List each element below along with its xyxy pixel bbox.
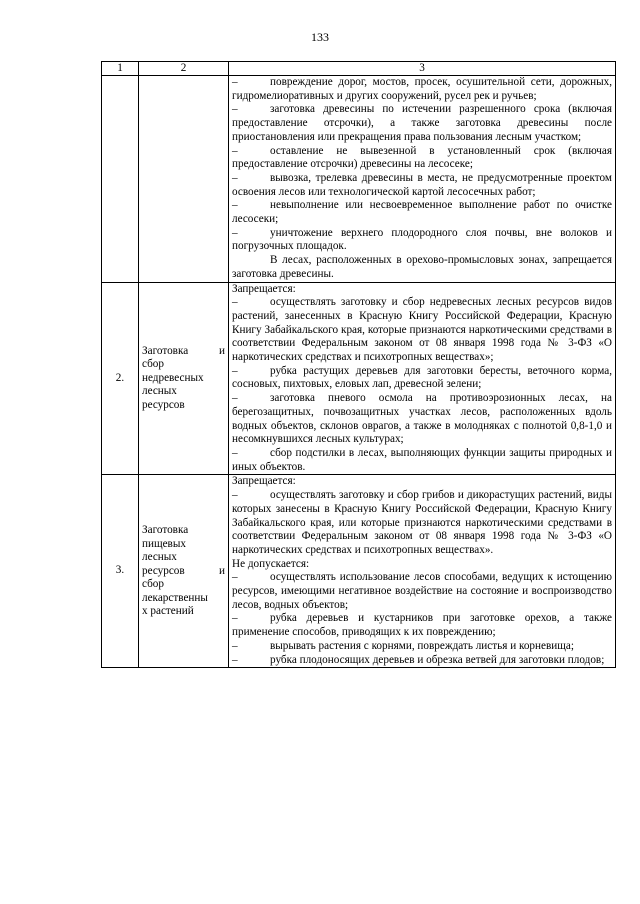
restriction-text: рубка деревьев и кустарников при заготовке орехов, а также применение способов, приводящих к их повреждению; <box>232 612 612 639</box>
dash-bullet: – <box>232 76 238 88</box>
activity-type-line: ресурсов и <box>142 564 225 577</box>
restriction-text: оставление не вывезенной в установленный срок (включая предоставление отсрочки) древесины на лесосеке; <box>232 144 612 171</box>
restriction-item <box>232 227 612 254</box>
restriction-heading: Не допускается: <box>232 557 310 570</box>
dash-bullet: – <box>232 612 238 625</box>
dash-bullet: – <box>232 171 238 184</box>
restriction-item <box>232 172 612 199</box>
restrictions-cell <box>229 76 616 283</box>
restriction-text: рубка плодоносящих деревьев и обрезка ветвей для заготовки плодов; <box>270 653 605 666</box>
restriction-heading: Запрещается: <box>232 282 296 295</box>
table-row <box>102 475 616 668</box>
restriction-item <box>232 392 612 447</box>
page-number: 133 <box>311 30 329 44</box>
header-col-3: 3 <box>229 62 616 76</box>
header-col-2: 2 <box>139 62 229 76</box>
restriction-item <box>232 489 612 558</box>
restriction-text: вывозка, трелевка древесины в места, не предусмотренные проектом освоения лесов или технологической картой лесосечных работ; <box>232 171 612 198</box>
restriction-text: сбор подстилки в лесах, выполняющих функции защиты природных и иных объектов. <box>232 446 612 473</box>
header-col-1: 1 <box>102 62 139 76</box>
restriction-item <box>232 640 612 654</box>
restriction-item <box>232 612 612 639</box>
activity-type-line: лесных <box>142 551 177 564</box>
activity-type-cell <box>139 475 229 668</box>
dash-bullet: – <box>232 489 238 502</box>
row-number: 3. <box>102 475 139 668</box>
restriction-item <box>232 365 612 392</box>
restriction-text: уничтожение верхнего плодородного слоя почвы, вне волоков и погрузочных площадок. <box>232 226 612 253</box>
dash-bullet: – <box>232 144 238 157</box>
restriction-heading: Запрещается: <box>232 475 296 488</box>
dash-bullet: – <box>232 226 238 239</box>
activity-type-line: Заготовка и <box>142 344 225 357</box>
dash-bullet: – <box>232 364 238 377</box>
restriction-text: рубка растущих деревьев для заготовки бересты, веточного корма, сосновых, пихтовых, еловых лап, древесной зелени; <box>232 364 612 391</box>
restriction-text: заготовка древесины по истечении разрешенного срока (включая предоставление отсрочки), а также заготовка древесины после приостановления или прекращения права пользования лесным участком; <box>232 103 612 143</box>
dash-bullet: – <box>232 392 238 405</box>
restriction-text: повреждение дорог, мостов, просек, осушительной сети, дорожных, гидромелиоративных и других сооружений, русел рек и ручьев; <box>232 76 612 102</box>
restrictions-cell <box>229 282 616 475</box>
dash-bullet: – <box>232 446 238 459</box>
restriction-item <box>232 103 612 144</box>
activity-type-line: лесных <box>142 385 177 398</box>
restriction-item <box>232 145 612 172</box>
table-header-row <box>102 62 616 76</box>
activity-type-cell <box>139 282 229 475</box>
row-number: 2. <box>102 282 139 475</box>
restriction-item <box>232 199 612 226</box>
activity-type-line: сбор <box>142 578 164 591</box>
dash-bullet: – <box>232 296 238 309</box>
regulations-table <box>101 61 616 668</box>
activity-type-line: недревесных <box>142 371 204 384</box>
dash-bullet: – <box>232 103 238 116</box>
activity-type-line: пищевых <box>142 537 186 550</box>
table-row <box>102 76 616 283</box>
restriction-item <box>232 571 612 612</box>
table-row <box>102 282 616 475</box>
restrictions-cell <box>229 475 616 668</box>
activity-type-line: лекарственны <box>142 591 208 604</box>
restriction-item <box>232 296 612 365</box>
restriction-text: осуществлять заготовку и сбор недревесных лесных ресурсов видов растений, занесенных в Красную Книгу Российской Федерации, Красную Книгу Забайкальского края, которые признаются наркотическими средствами в соответствии Федеральным законом от 08 января 1998 года № 3-ФЗ «О наркотических средствах и психотропных веществах»; <box>232 296 612 364</box>
restriction-item <box>232 654 612 668</box>
restriction-paragraph: В лесах, расположенных в орехово-промысловых зонах, запрещается заготовка древесины. <box>232 254 612 280</box>
restriction-text: вырывать растения с корнями, повреждать листья и корневища; <box>270 639 574 652</box>
dash-bullet: – <box>232 199 238 212</box>
restriction-text: осуществлять использование лесов способами, ведущих к истощению ресурсов, имеющими негативное воздействие на состояние и воспроизводство лесов, водных объектов; <box>232 571 612 611</box>
activity-type-line: сбор <box>142 358 164 371</box>
dash-bullet: – <box>232 639 238 652</box>
restriction-text: невыполнение или несвоевременное выполнение работ по очистке лесосеки; <box>232 199 612 226</box>
restriction-text: осуществлять заготовку и сбор грибов и дикорастущих растений, виды которых занесены в Красную Книгу Российской Федерации, Красную Книгу Забайкальского края, или которые признаются наркотическими средствами в соответствии Федеральным законом от 08 января 1998 года № 3-ФЗ «О наркотических средствах и психотропных веществах». <box>232 489 612 556</box>
dash-bullet: – <box>232 653 238 666</box>
restriction-item <box>232 76 612 103</box>
dash-bullet: – <box>232 571 238 584</box>
row-number <box>102 76 139 283</box>
activity-type-line: х растений <box>142 605 194 618</box>
restriction-text: заготовка пневого осмола на противоэрозионных лесах, на берегозащитных, почвозащитных участках лесов, расположенных вдоль водных объектов, склонов оврагов, а также в молодняках с полнотой 0,8-1,0 и несомкнувшихся лесных культурах; <box>232 392 612 446</box>
restriction-item <box>232 447 612 474</box>
activity-type-line: Заготовка <box>142 524 189 537</box>
activity-type-line: ресурсов <box>142 398 185 411</box>
activity-type-cell <box>139 76 229 283</box>
